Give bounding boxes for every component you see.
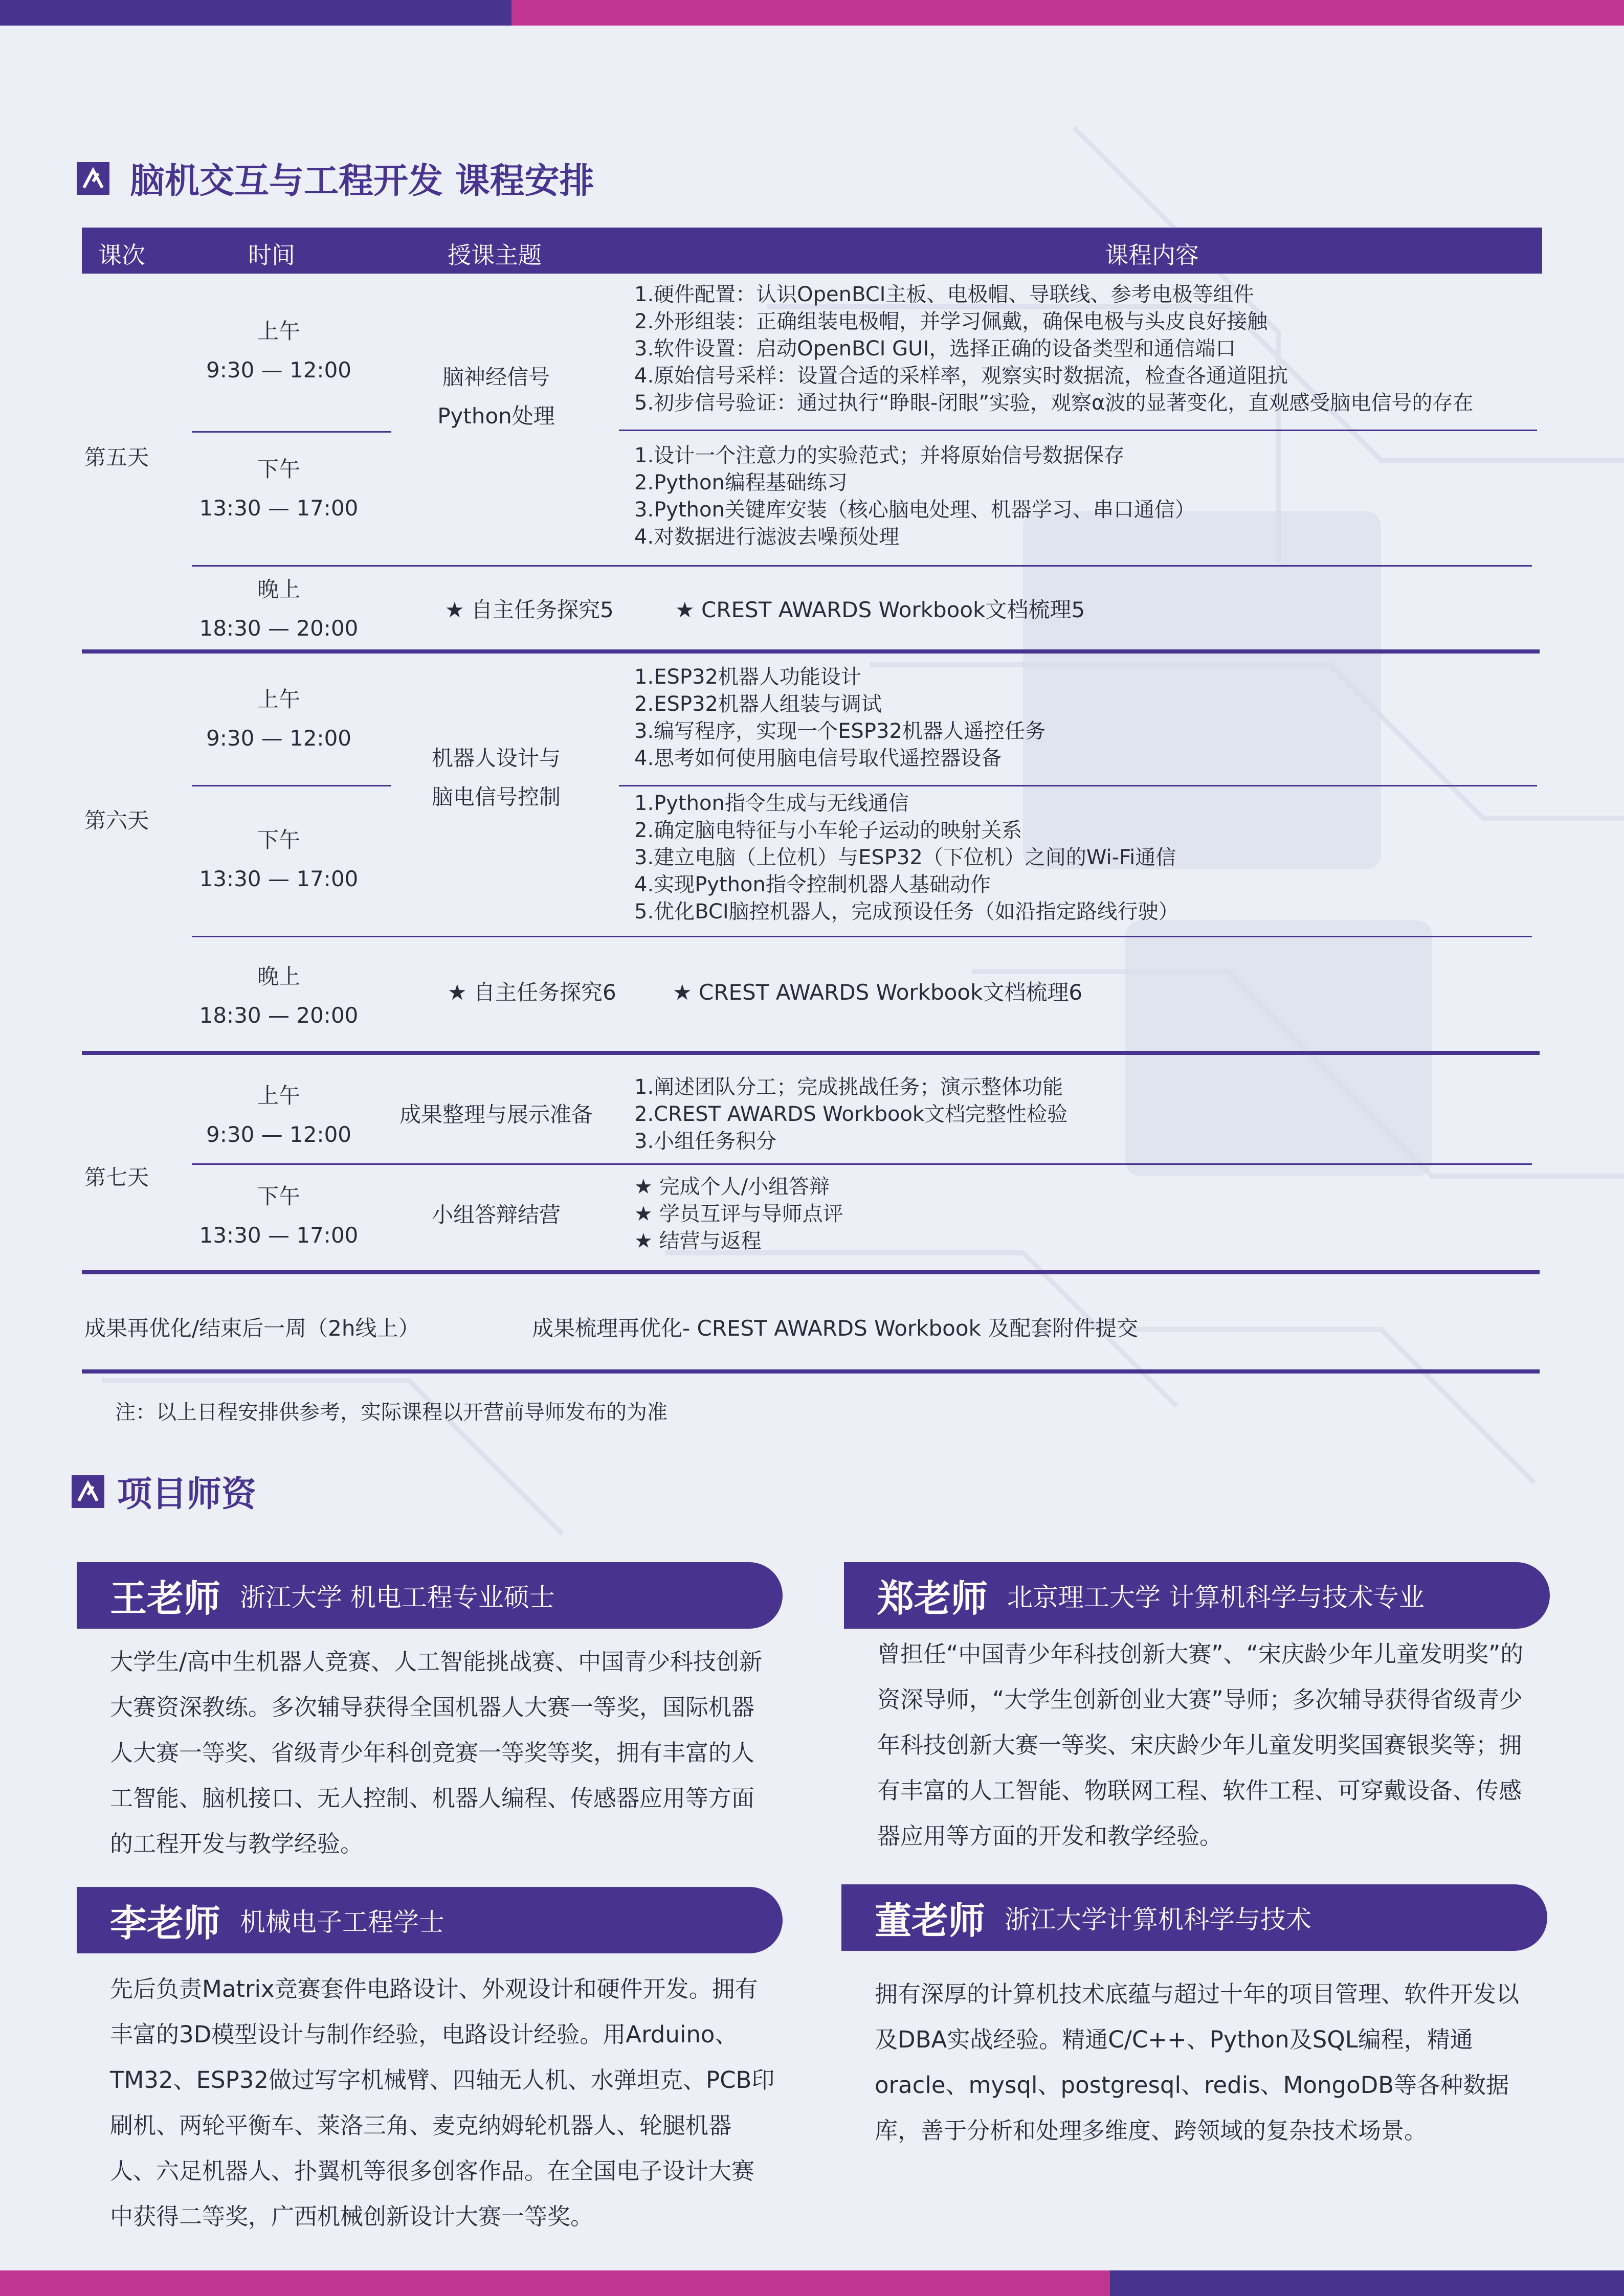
teacher-bio: 曾担任“中国青少年科技创新大赛”、“宋庆龄少年儿童发明奖”的资深导师，“大学生创新创业大赛”导师；多次辅导获得省级青少年科技创新大赛一等奖、宋庆龄少年儿童发明奖国赛银奖等；拥有丰富的人工智能、物联网工程、软件工程、可穿戴设备、传感器应用等方面的开发和教学经验。	[877, 1640, 1524, 1850]
day6-topic-line1: 机器人设计与	[431, 746, 561, 771]
day-separator	[82, 649, 1540, 654]
divider	[192, 785, 391, 786]
teacher-title: 机械电子工程学士	[240, 1907, 445, 1937]
schedule-title: 脑机交互与工程开发 课程安排	[130, 161, 594, 201]
divider	[192, 565, 1532, 567]
header-session: 课次	[98, 241, 145, 269]
list-item: 3.软件设置：启动OpenBCI GUI，选择正确的设备类型和通信端口	[634, 337, 1236, 361]
day6-evening-topic: ★ 自主任务探究6	[448, 980, 616, 1005]
day6-afternoon-slot	[189, 821, 368, 898]
list-item: 3.编写程序，实现一个ESP32机器人遥控任务	[634, 719, 1045, 743]
day6-afternoon-label: 下午	[257, 827, 300, 852]
day7-morning-content	[634, 1074, 1067, 1155]
list-item: ★ 完成个人/小组答辩	[634, 1175, 830, 1199]
day6-morning-content	[634, 664, 1045, 772]
day6-evening-content: ★ CREST AWARDS Workbook文档梳理6	[673, 980, 1083, 1005]
day7-afternoon-label: 下午	[257, 1184, 300, 1209]
day5-afternoon-time: 13:30 — 17:00	[199, 496, 359, 521]
brand-logo-icon	[77, 162, 109, 195]
day7-afternoon-time: 13:30 — 17:00	[199, 1223, 359, 1248]
list-item: 3.小组任务积分	[634, 1130, 777, 1153]
teacher-name: 郑老师	[877, 1577, 988, 1620]
schedule-table-header	[82, 228, 1542, 274]
teacher-name: 王老师	[110, 1577, 221, 1620]
list-item: 4.原始信号采样：设置合适的采样率，观察实时数据流，检查各通道阻抗	[634, 364, 1288, 388]
day7-morning-slot	[189, 1076, 368, 1154]
day6-evening-slot	[189, 957, 368, 1035]
list-item: 2.确定脑电特征与小车轮子运动的映射关系	[634, 819, 1022, 842]
list-item: 2.ESP32机器人组装与调试	[634, 692, 882, 716]
divider	[619, 430, 1537, 431]
divider	[192, 1163, 1532, 1165]
teacher-title: 浙江大学计算机科学与技术	[1005, 1905, 1312, 1934]
day7-afternoon-slot	[189, 1177, 368, 1255]
teacher-title: 北京理工大学 计算机科学与技术专业	[1007, 1583, 1425, 1612]
list-item: 1.ESP32机器人功能设计	[634, 665, 861, 689]
header-topic: 授课主题	[448, 241, 542, 269]
day7-afternoon-content	[634, 1174, 843, 1255]
day6-morning-slot	[189, 680, 368, 758]
divider	[192, 431, 391, 433]
list-item: 1.Python指令生成与无线通信	[634, 792, 909, 815]
day5-morning-slot	[189, 312, 368, 390]
teacher-card-header	[77, 1562, 783, 1629]
schedule-note: 注：以上日程安排供参考，实际课程以开营前导师发布的为准	[115, 1401, 668, 1424]
day7-label: 第七天	[84, 1165, 149, 1190]
teacher-title: 浙江大学 机电工程专业硕士	[240, 1583, 555, 1612]
bottom-bar-magenta	[0, 2270, 1110, 2296]
list-item: 4.思考如何使用脑电信号取代遥控器设备	[634, 747, 1002, 770]
teacher-name: 李老师	[110, 1902, 221, 1945]
day5-morning-label: 上午	[257, 319, 300, 344]
day6-label: 第六天	[84, 808, 149, 833]
top-bar-magenta	[511, 0, 1624, 26]
day7-morning-topic: 成果整理与展示准备	[399, 1102, 593, 1127]
header-content: 课程内容	[1105, 241, 1199, 269]
list-item: ★ 结营与返程	[634, 1229, 762, 1253]
list-item: 2.CREST AWARDS Workbook文档完整性检验	[634, 1102, 1068, 1126]
faculty-section-heading	[72, 1467, 256, 1516]
day6-morning-time: 9:30 — 12:00	[206, 726, 352, 751]
divider	[192, 936, 1532, 937]
list-item: ★ 学员互评与导师点评	[634, 1202, 843, 1226]
teacher-card-header	[844, 1562, 1550, 1629]
day-separator	[82, 1051, 1540, 1055]
schedule-section-heading	[77, 153, 594, 203]
day5-afternoon-label: 下午	[257, 457, 300, 482]
teacher-card-header	[77, 1887, 783, 1953]
day6-afternoon-content	[634, 790, 1179, 926]
day6-evening-time: 18:30 — 20:00	[199, 1003, 359, 1028]
day6-evening-label: 晚上	[257, 964, 300, 989]
followup-content: 成果梳理再优化- CREST AWARDS Workbook 及配套附件提交	[532, 1316, 1139, 1341]
list-item: 2.外形组装：正确组装电极帽，并学习佩戴，确保电极与头皮良好接触	[634, 310, 1268, 333]
list-item: 1.硬件配置：认识OpenBCI主板、电极帽、导联线、参考电极等组件	[634, 283, 1254, 306]
day5-afternoon-content	[634, 442, 1195, 551]
day5-morning-time: 9:30 — 12:00	[206, 357, 352, 382]
day6-topic	[419, 739, 573, 817]
list-item: 4.实现Python指令控制机器人基础动作	[634, 873, 991, 896]
day5-evening-slot	[189, 570, 368, 648]
day5-morning-content	[634, 281, 1473, 417]
list-item: 3.Python关键库安装（核心脑电处理、机器学习、串口通信）	[634, 498, 1195, 522]
day-separator	[82, 1270, 1540, 1274]
day5-evening-time: 18:30 — 20:00	[199, 616, 359, 641]
day5-topic-line2: Python处理	[437, 403, 555, 429]
day5-evening-topic: ★ 自主任务探究5	[445, 597, 614, 622]
day7-afternoon-topic: 小组答辩结营	[431, 1202, 561, 1227]
day5-evening-label: 晚上	[257, 577, 300, 602]
header-time: 时间	[248, 241, 295, 269]
day6-topic-line2: 脑电信号控制	[431, 784, 561, 809]
day5-topic-line1: 脑神经信号	[442, 365, 550, 390]
teacher-card-header	[841, 1884, 1547, 1951]
teacher-bio: 拥有深厚的计算机技术底蕴与超过十年的项目管理、软件开发以及DBA实战经验。精通C/C++、Python及SQL编程，精通oracle、mysql、postgresql、redis、MongoDB等各种数据库，善于分析和处理多维度、跨领域的复杂技术场景。	[875, 1980, 1520, 2144]
day7-morning-time: 9:30 — 12:00	[206, 1122, 352, 1147]
list-item: 5.优化BCI脑控机器人，完成预设任务（如沿指定路线行驶）	[634, 900, 1179, 924]
list-item: 2.Python编程基础练习	[634, 471, 848, 494]
day5-label: 第五天	[84, 445, 149, 470]
list-item: 5.初步信号验证：通过执行“睁眼-闭眼”实验，观察α波的显著变化，直观感受脑电信号的存在	[634, 391, 1474, 415]
list-item: 4.对数据进行滤波去噪预处理	[634, 525, 900, 549]
teacher-bio: 大学生/高中生机器人竞赛、人工智能挑战赛、中国青少科技创新大赛资深教练。多次辅导获得全国机器人大赛一等奖，国际机器人大赛一等奖、省级青少年科创竞赛一等奖等奖，拥有丰富的人工智能、脑机接口、无人控制、机器人编程、传感器应用等方面的工程开发与教学经验。	[110, 1648, 763, 1857]
day6-morning-label: 上午	[257, 687, 300, 712]
brand-logo-icon	[72, 1475, 104, 1508]
top-bar-purple	[0, 0, 511, 26]
list-item: 1.设计一个注意力的实验范式；并将原始信号数据保存	[634, 444, 1125, 467]
bottom-bar-purple	[1110, 2270, 1624, 2296]
day5-topic	[419, 358, 573, 436]
day5-afternoon-slot	[189, 450, 368, 528]
list-item: 3.建立电脑（上位机）与ESP32（下位机）之间的Wi-Fi通信	[634, 846, 1176, 869]
day7-morning-label: 上午	[257, 1083, 300, 1108]
table-bottom-border	[82, 1369, 1540, 1374]
day6-afternoon-time: 13:30 — 17:00	[199, 866, 359, 891]
divider	[619, 785, 1537, 786]
day5-evening-content: ★ CREST AWARDS Workbook文档梳理5	[675, 597, 1085, 622]
list-item: 1.阐述团队分工；完成挑战任务；演示整体功能	[634, 1075, 1063, 1099]
followup-label: 成果再优化/结束后一周（2h线上）	[84, 1316, 420, 1341]
faculty-title: 项目师资	[117, 1474, 257, 1515]
teacher-name: 董老师	[875, 1899, 986, 1942]
teacher-bio: 先后负责Matrix竞赛套件电路设计、外观设计和硬件开发。拥有丰富的3D模型设计与制作经验，电路设计经验。用Arduino、TM32、ESP32做过写字机械臂、四轴无人机、水弹坦克、PCB印刷机、两轮平衡车、莱洛三角、麦克纳姆轮机器人、轮腿机器人、六足机器人、扑翼机等很多创客作品。在全国电子设计大赛中获得二等奖，广西机械创新设计大赛一等奖。	[110, 1975, 775, 2230]
